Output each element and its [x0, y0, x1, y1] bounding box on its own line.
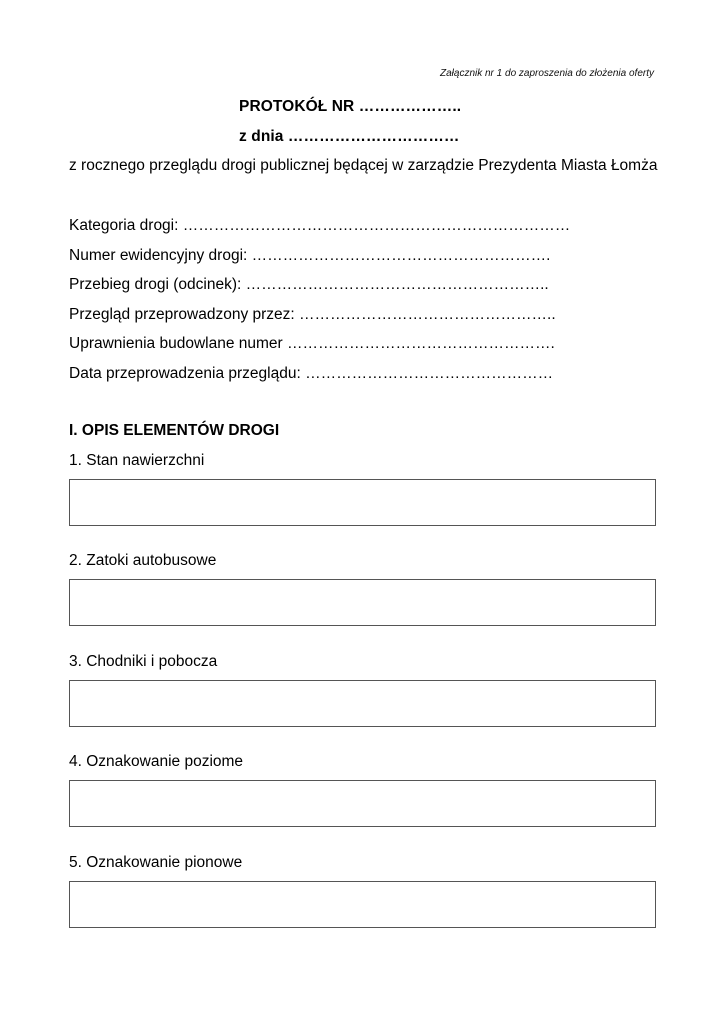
protocol-number-title: PROTOKÓŁ NR ……………….. [239, 98, 462, 115]
element-label: 1. Stan nawierzchni [69, 452, 205, 469]
horizontal-marking-entry-box[interactable] [69, 780, 656, 827]
element-vertical-marking [69, 853, 656, 873]
element-horizontal-marking [69, 752, 656, 772]
element-label: 2. Zatoki autobusowe [69, 552, 217, 569]
header-fields [69, 211, 664, 388]
element-label: 4. Oznakowanie poziome [69, 753, 244, 770]
field-inspection-date: Data przeprowadzenia przeglądu: ………………………………………… [69, 364, 554, 382]
element-surface-condition [69, 451, 656, 471]
element-bus-bays [69, 551, 656, 571]
element-label: 3. Chodniki i pobocza [69, 653, 218, 670]
field-road-category: Kategoria drogi: ………………………………………………………………… [69, 217, 571, 234]
field-inspected-by: Przegląd przeprowadzony przez: ………………………………………….. [69, 305, 556, 323]
intro-text: z rocznego przeglądu drogi publicznej będącej w zarządzie Prezydenta Miasta Łomża [69, 157, 658, 174]
annex-note: Załącznik nr 1 do zaproszenia do złożenia oferty [439, 68, 654, 79]
field-building-permit-number: Uprawnienia budowlane numer ……………………………………………. [69, 335, 555, 352]
protocol-date-title: z dnia …………………………… [239, 128, 460, 145]
element-sidewalks-shoulders [69, 652, 656, 672]
section-heading: I. OPIS ELEMENTÓW DROGI [69, 422, 280, 439]
surface-condition-entry-box[interactable] [69, 479, 656, 526]
vertical-marking-entry-box[interactable] [69, 881, 656, 928]
bus-bays-entry-box[interactable] [69, 579, 656, 626]
sidewalks-shoulders-entry-box[interactable] [69, 680, 656, 727]
field-road-registry-number: Numer ewidencyjny drogi: …………………………………………………. [69, 246, 551, 264]
element-label: 5. Oznakowanie pionowe [69, 854, 243, 871]
field-road-route: Przebieg drogi (odcinek): ………………………………………………….. [69, 276, 549, 293]
